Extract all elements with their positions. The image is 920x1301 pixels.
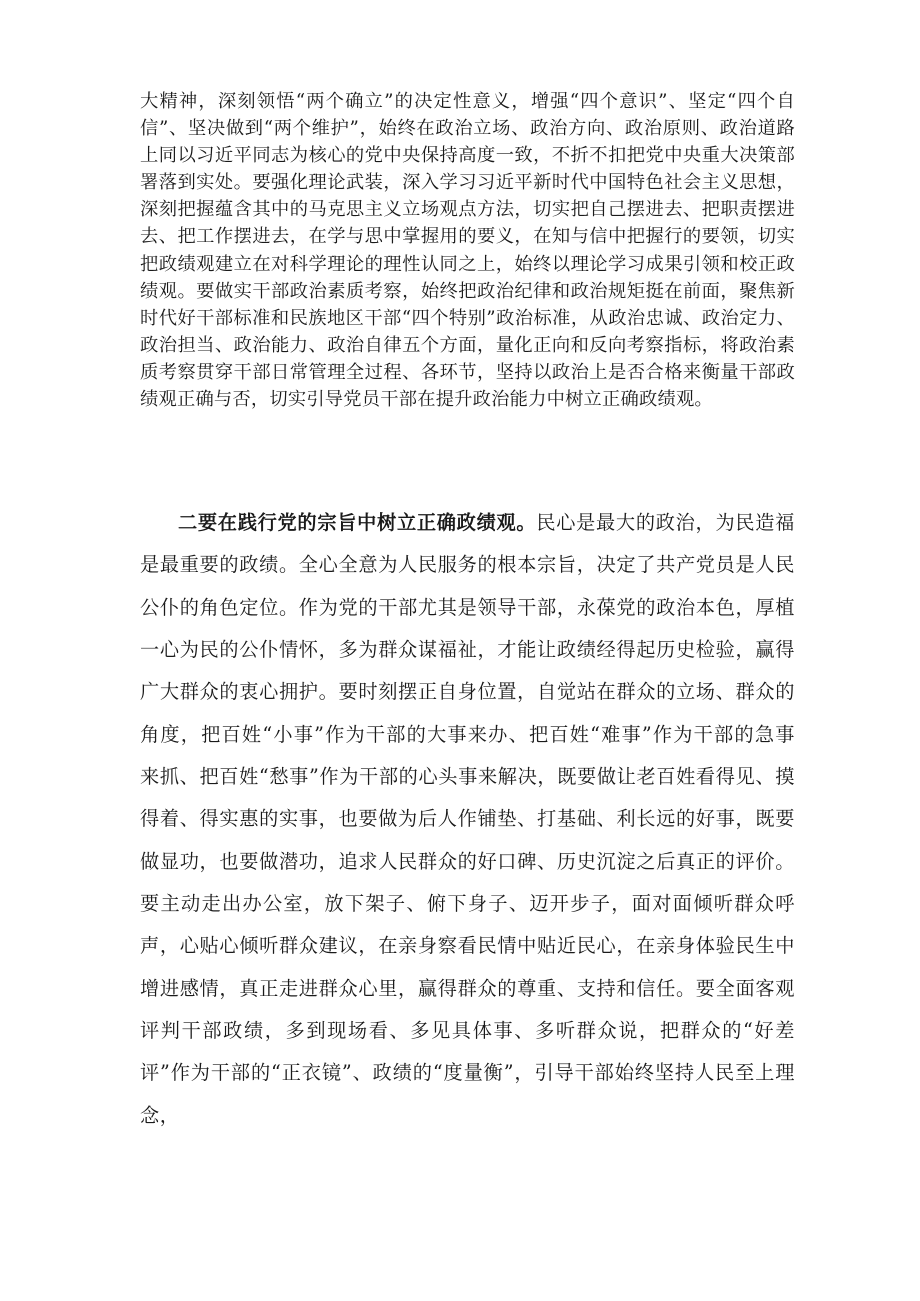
paragraph-party-purpose-body: 民心是最大的政治，为民造福是最重要的政绩。全心全意为人民服务的根本宗旨，决定了共产党员是人民公仆的角色定位。作为党的干部尤其是领导干部，永葆党的政治本色，厚植一心为民的公仆情怀，多为群众谋福祉，才能让政绩经得起历史检验，赢得广大群众的衷心拥护。要时刻摆正自身位置，自觉站在群众的立场、群众的角度，把百姓“小事”作为干部的大事来办、把百姓“难事”作为干部的急事来抓、把百姓“愁事”作为干部的心头事来解决，既要做让老百姓看得见、摸得着、得实惠的实事，也要做为后人作铺垫、打基础、利长远的好事，既要做显功，也要做潜功，追求人民群众的好口碑、历史沉淀之后真正的评价。要主动走出办公室，放下架子、俯下身子、迈开步子，面对面倾听群众呼声，心贴心倾听群众建议，在亲身察看民情中贴近民心，在亲身体验民生中增进感情，真正走进群众心里，赢得群众的尊重、支持和信任。要全面客观评判干部政绩，多到现场看、多见具体事、多听群众说，把群众的“好差评”作为干部的“正衣镜”、政绩的“度量衡”，引导干部始终坚持人民至上理念， xyxy=(140,511,795,1127)
paragraph-political-quality: 大精神，深刻领悟“两个确立”的决定性意义，增强“四个意识”、坚定“四个自信”、坚决做到“两个维护”，始终在政治立场、政治方向、政治原则、政治道路上同以习近平同志为核心的党中央保持高度一致，不折不扣把党中央重大决策部署落到实处。要强化理论武装，深入学习习近平新时代中国特色社会主义思想，深刻把握蕴含其中的马克思主义立场观点方法，切实把自己摆进去、把职责摆进去、把工作摆进去，在学与思中掌握用的要义，在知与信中把握行的要领，切实把政绩观建立在对科学理论的理性认同之上，始终以理论学习成果引领和校正政绩观。要做实干部政治素质考察，始终把政治纪律和政治规矩挺在前面，聚焦新时代好干部标准和民族地区干部“四个特别”政治标准，从政治忠诚、政治定力、政治担当、政治能力、政治自律五个方面，量化正向和反向考察指标，将政治素质考察贯穿干部日常管理全过程、各环节，坚持以政治上是否合格来衡量干部政绩观正确与否，切实引导党员干部在提升政治能力中树立正确政绩观。 xyxy=(140,91,795,411)
paragraph-party-purpose xyxy=(140,502,795,1137)
section-heading-two: 二要在践行党的宗旨中树立正确政绩观。 xyxy=(178,511,537,534)
